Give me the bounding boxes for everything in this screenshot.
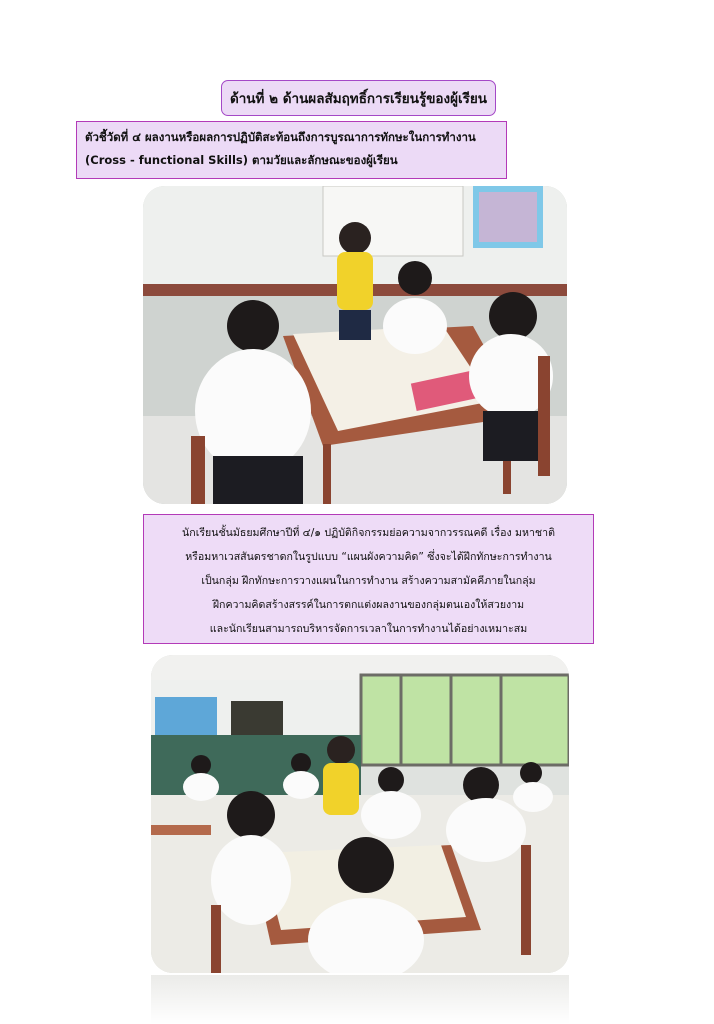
section-title: ด้านที่ ๒ ด้านผลสัมฤทธิ์การเรียนรู้ของผู้เรียน — [229, 91, 488, 107]
indicator-line-2: (Cross - functional Skills) ตามวัยและลักษณะของผู้เรียน — [85, 153, 398, 167]
caption-line-1: นักเรียนชั้นมัธยมศึกษาปีที่ ๔/๑ ปฏิบัติกิจกรรมย่อความจากวรรณคดี เรื่อง มหาชาติ — [182, 527, 555, 539]
caption-line-3: เป็นกลุ่ม ฝึกทักษะการวางแผนในการทำงาน สร้างความสามัคคีภายในกลุ่ม — [201, 575, 536, 587]
classroom-photo-2 — [151, 655, 569, 973]
classroom-photo-1 — [143, 186, 567, 504]
caption-line-5: และนักเรียนสามารถบริหารจัดการเวลาในการทำงานได้อย่างเหมาะสม — [209, 623, 528, 635]
section-title-box — [221, 80, 496, 116]
indicator-box — [76, 121, 507, 179]
indicator-line-1: ตัวชี้วัดที่ ๔ ผลงานหรือผลการปฏิบัติสะท้อนถึงการบูรณาการทักษะในการทำงาน — [85, 130, 476, 144]
caption-line-2: หรือมหาเวสสันดรชาดกในรูปแบบ “แผนผังความคิด” ซึ่งจะได้ฝึกทักษะการทำงาน — [185, 551, 552, 563]
photo-caption — [143, 514, 594, 644]
photo-reflection — [151, 975, 569, 1024]
caption-line-4: ฝึกความคิดสร้างสรรค์ในการตกแต่งผลงานของกลุ่มตนเองให้สวยงาม — [212, 599, 525, 611]
